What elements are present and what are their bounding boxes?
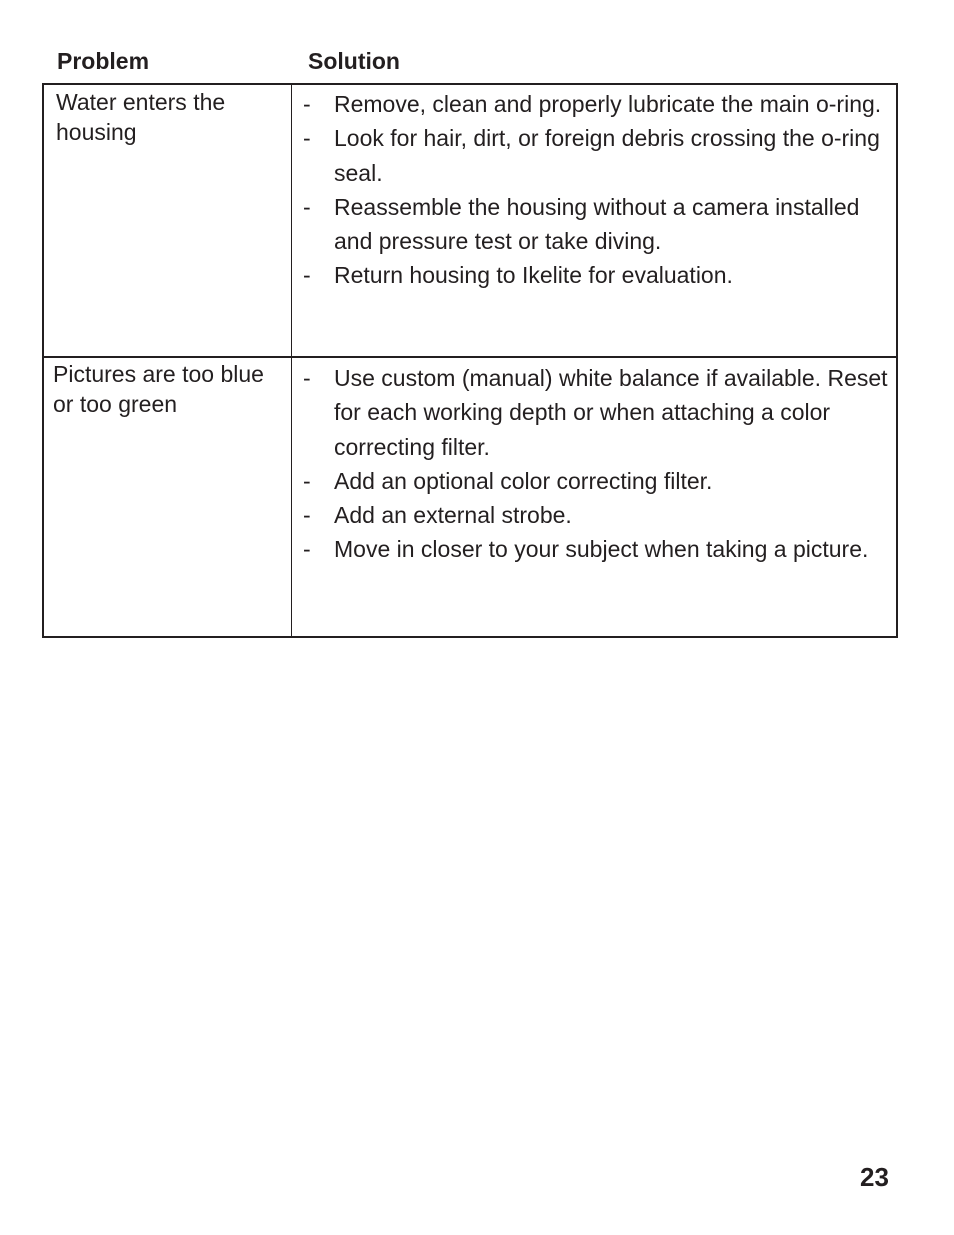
page-number: 23 [860, 1162, 889, 1192]
troubleshooting-table [42, 83, 898, 638]
bullet-dash: - [303, 502, 311, 529]
solution-item [303, 532, 892, 566]
solution-item [303, 87, 892, 121]
problem-column-header: Problem [57, 48, 150, 74]
solution-item [303, 121, 892, 190]
solution-text: Return housing to Ikelite for evaluation. [334, 262, 733, 289]
solution-cell [292, 358, 896, 636]
solution-list [303, 87, 892, 293]
table-row [44, 358, 896, 636]
solution-list [303, 361, 892, 567]
solution-column-header: Solution [308, 48, 400, 74]
solution-item [303, 361, 892, 464]
solution-item [303, 498, 892, 532]
solution-text: Add an optional color correcting filter. [334, 467, 713, 494]
table-row [44, 85, 896, 358]
solution-text: Use custom (manual) white balance if available. Reset for each working depth or when attaching a color correcting filter. [334, 365, 888, 460]
solution-cell [292, 85, 896, 356]
solution-text: Look for hair, dirt, or foreign debris crossing the o-ring seal. [334, 125, 880, 186]
solution-text: Remove, clean and properly lubricate the main o-ring. [334, 91, 882, 117]
bullet-dash: - [303, 193, 311, 220]
solution-text: Add an external strobe. [334, 502, 572, 529]
bullet-dash: - [303, 125, 311, 152]
bullet-dash: - [303, 262, 311, 289]
solution-item [303, 258, 892, 292]
solution-item [303, 190, 892, 259]
bullet-dash: - [303, 365, 311, 391]
solution-text: Move in closer to your subject when taking a picture. [334, 536, 869, 563]
problem-cell: Water enters the housing [44, 85, 292, 356]
problem-cell: Pictures are too blue or too green [44, 358, 292, 636]
bullet-dash: - [303, 91, 311, 117]
bullet-dash: - [303, 467, 311, 494]
solution-text: Reassemble the housing without a camera installed and pressure test or take diving. [334, 193, 860, 255]
solution-item [303, 464, 892, 498]
bullet-dash: - [303, 536, 311, 563]
